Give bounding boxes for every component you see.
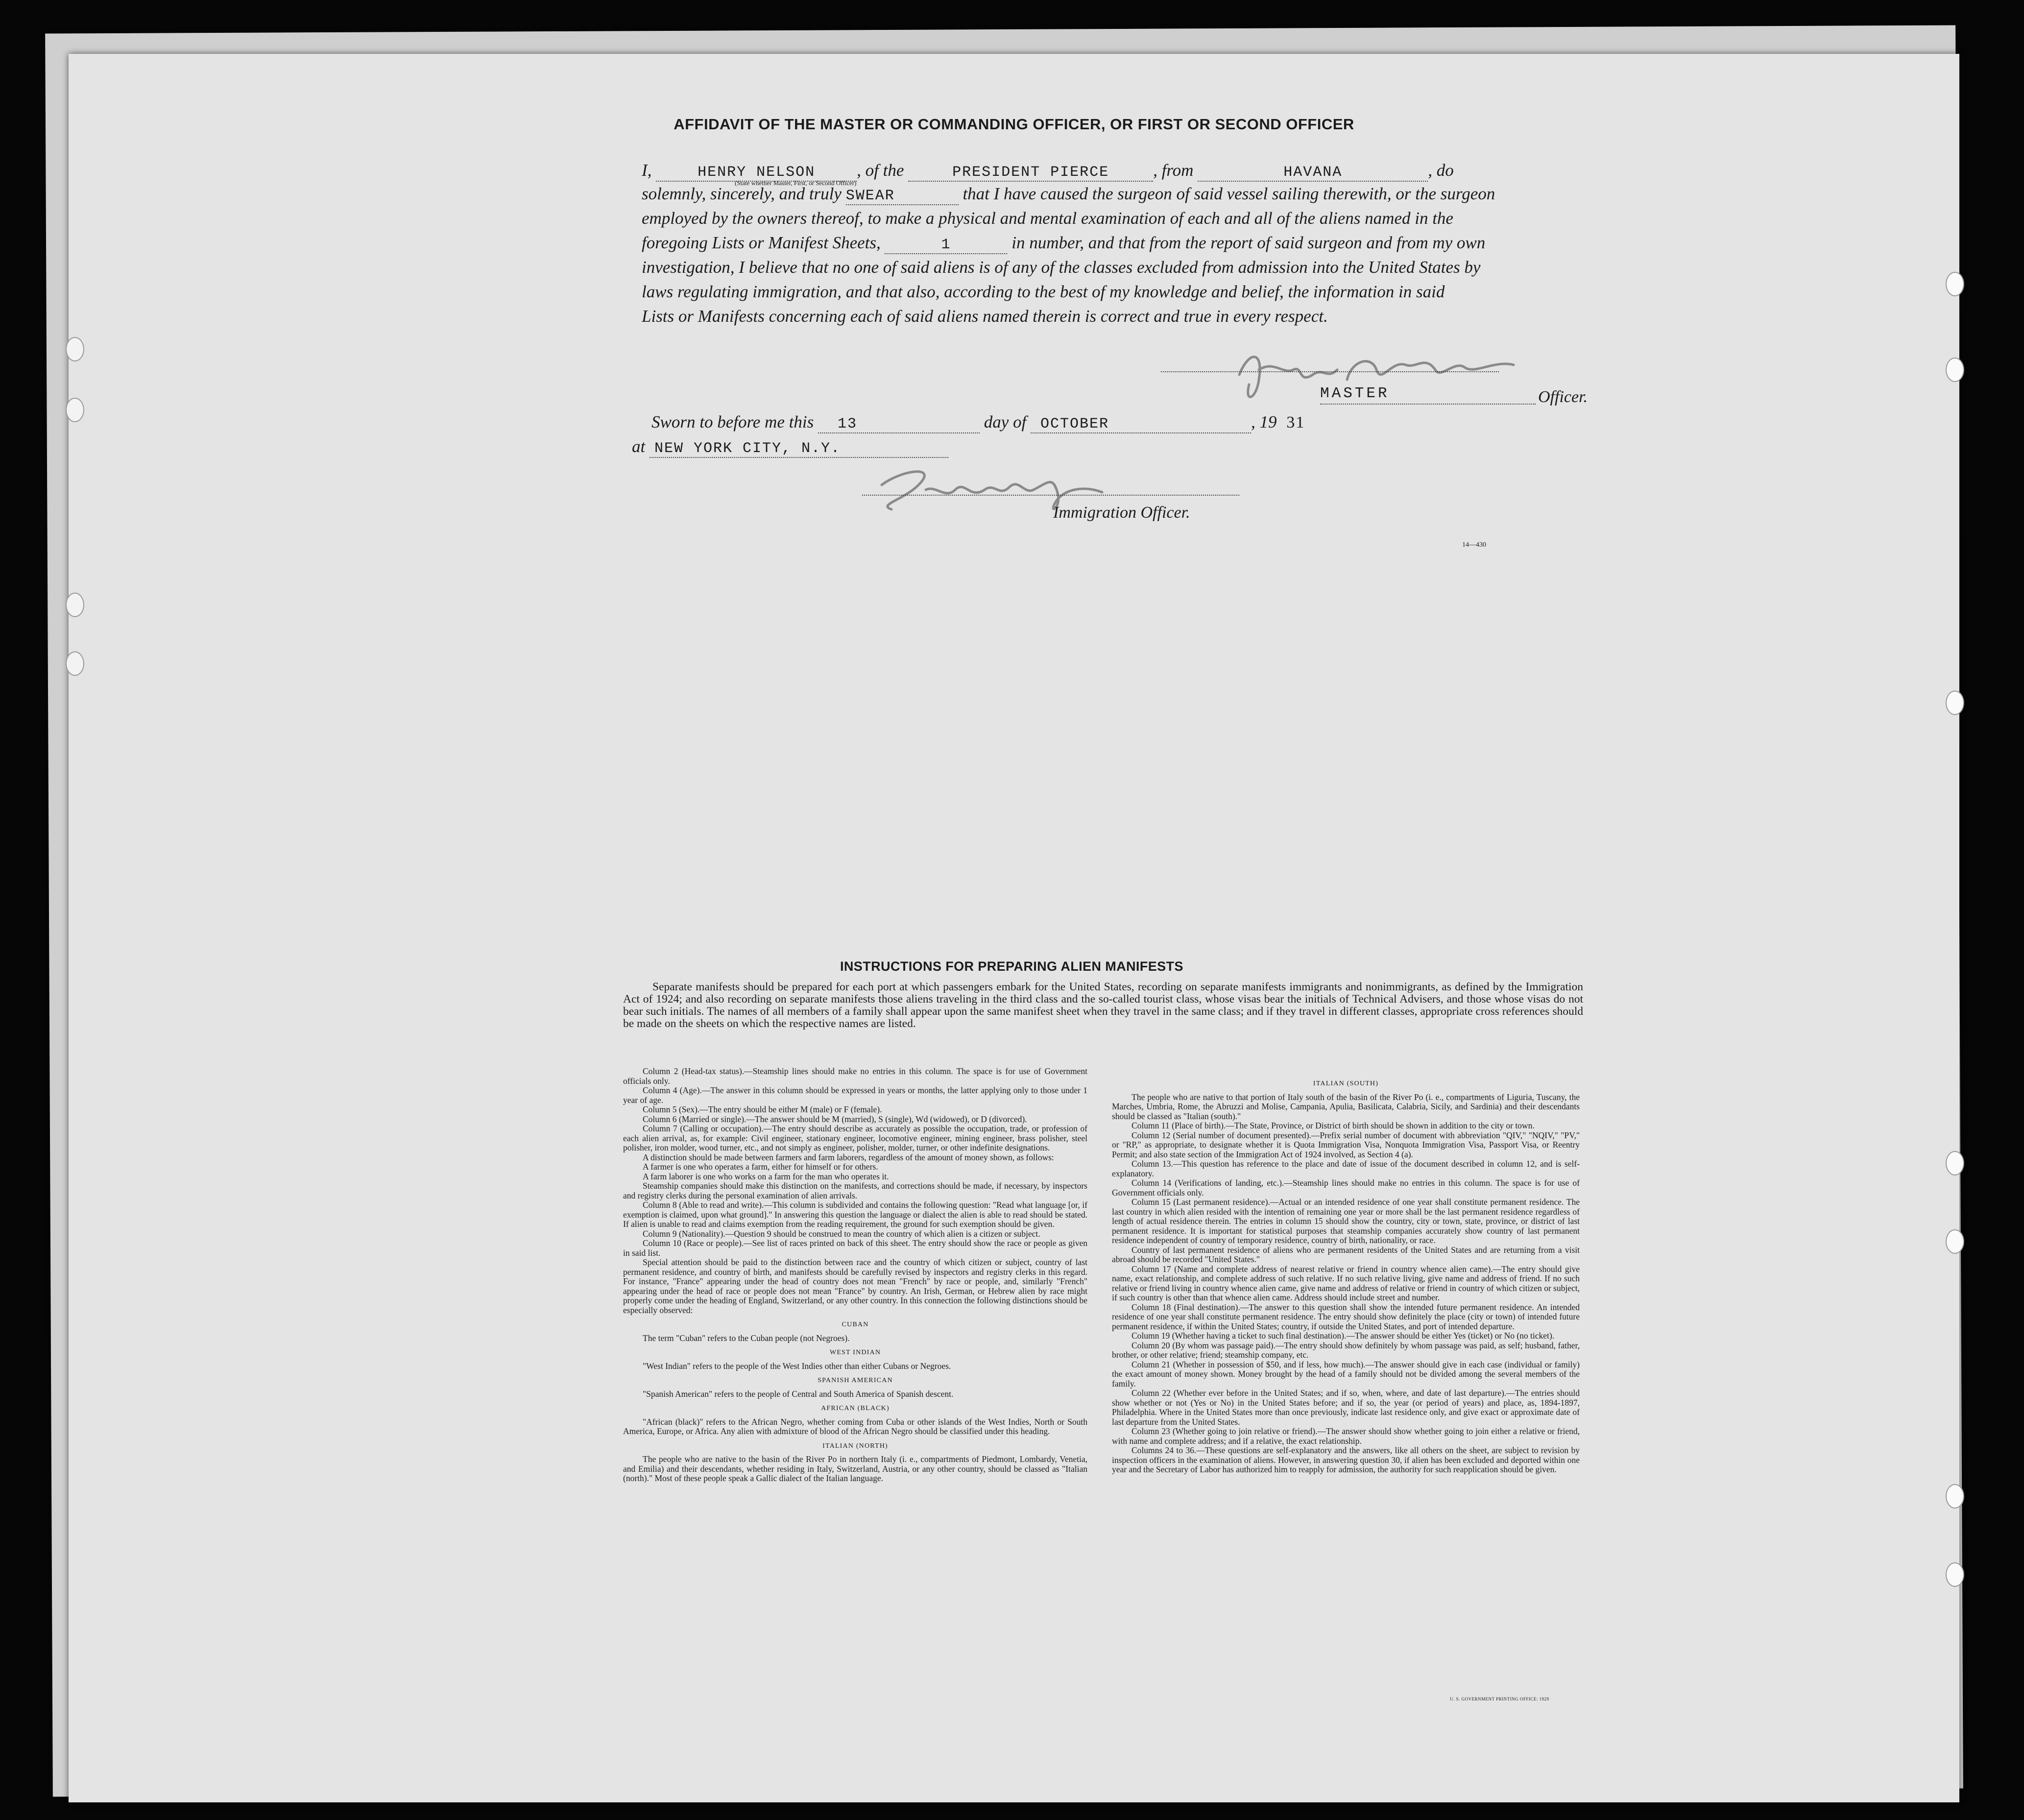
binder-hole <box>1946 1562 1964 1587</box>
binder-hole <box>1946 272 1964 296</box>
immigration-signature-line <box>862 495 1239 496</box>
printing-office-imprint: U. S. GOVERNMENT PRINTING OFFICE: 1929 <box>1450 1697 1549 1701</box>
instruction-paragraph: "Spanish American" refers to the people of Central and South America of Spanish descent. <box>643 1389 954 1399</box>
affidavit-line-6: laws regulating immigration, and that also, according to the best of my knowledge and belief, the information in said <box>642 282 1445 301</box>
instruction-paragraph: "West Indian" refers to the people of the West Indies other than either Cubans or Negroes. <box>643 1361 951 1371</box>
instruction-paragraph: Column 10 (Race or people).—See list of races printed on back of this sheet. The entry should show the race or people as given in said list. <box>623 1238 1087 1258</box>
master-signature-line <box>1161 371 1499 372</box>
instruction-paragraph: Columns 24 to 36.—These questions are self-explanatory and the answers, like all others on the sheet, are subject to revision by inspection officers in the examination of aliens. However, in answering question 30, if alien has been excluded and deported within one year and the Secretary of Labor has authorized him to reapply for admission, the authority for such reapplication should be given. <box>1112 1445 1580 1474</box>
binder-hole <box>1946 1229 1964 1254</box>
section-heading: SPANISH AMERICAN <box>818 1377 893 1384</box>
instruction-paragraph: A distinction should be made between farmers and farm laborers, regardless of the amount of money shown, as follows: <box>643 1152 1054 1162</box>
place-line: at NEW YORK CITY, N.Y. <box>632 437 1073 458</box>
oath-field: SWEAR <box>846 188 959 205</box>
instruction-paragraph: Column 7 (Calling or occupation).—The entry should describe as accurately as possible the occupation, trade, or profession of each alien arrival, as, for example: Civil engineer, stationary engineer, locomotive engineer, mining engineer, brass polisher, steel polisher, iron molder, wood turner, etc., and not simply as engineer, polisher, molder, turner, or other indefinite designations. <box>623 1124 1087 1152</box>
instruction-paragraph: Column 9 (Nationality).—Question 9 should be construed to mean the country of which alien is a citizen or subject. <box>643 1228 1040 1239</box>
rank-line <box>1320 404 1536 405</box>
instruction-paragraph: Column 13.—This question has reference to the place and date of issue of the document described in column 12, and is self-explanatory. <box>1112 1159 1580 1178</box>
instruction-paragraph: Steamship companies should make this distinction on the manifests, and corrections should be made, if necessary, by inspectors and registry clerks during the personal examination of alien arrivals. <box>623 1181 1087 1200</box>
officer-note: (State whether Master, First, or Second Officer) <box>735 179 857 187</box>
instruction-paragraph: Column 15 (Last permanent residence).—Actual or an intended residence of one year shall constitute permanent residence. The last country in which alien resided with the intention of remaining one year or more shall be the last permanent residence regardless of length of actual residence therein. The entries in column 15 should show the country, city or town, state, province, or district of last permanent residence. It is important for statistical purposes that steamship companies accurately show country of last permanent residence independent of country of temporary residence, country of birth, nationality, or race. <box>1112 1197 1580 1245</box>
instruction-paragraph: Column 12 (Serial number of document presented).—Prefix serial number of document with abbreviation "QIV," "NQIV," "PV," or "RP," as appropriate, to designate whether it is Quota Immigration Visa, Nonquota Immigration Visa, Passport Visa, or Reentry Permit; and also state section of the Immigration Act of 1924 involved, as Section 4 (a). <box>1112 1130 1580 1159</box>
binder-hole <box>66 398 84 422</box>
officer-label: Officer. <box>1538 388 1588 406</box>
instruction-paragraph: Column 14 (Verifications of landing, etc.).—Steamship lines should make no entries in this column. The space is for use of Government officials only. <box>1112 1178 1580 1197</box>
affidavit-line-1: I, HENRY NELSON , of the PRESIDENT PIERCE , from HAVANA , do <box>642 161 1454 181</box>
binder-hole <box>1946 358 1964 382</box>
binder-hole <box>1946 691 1964 715</box>
place-field: NEW YORK CITY, N.Y. <box>650 440 948 458</box>
instruction-paragraph: Column 4 (Age).—The answer in this column should be expressed in years or months, the latter applying only to those under 1 year of age. <box>623 1085 1087 1105</box>
binder-hole <box>1946 1484 1964 1509</box>
instruction-paragraph: The people who are native to the basin of the River Po in northern Italy (i. e., compartments of Piedmont, Lombardy, Venetia, and Emilia) and their descendants, whether residing in Italy, Switzerland, Austria, or any other country, should be classed as "Italian (north)." Most of these people speak a Gallic dialect of the Italian language. <box>623 1454 1087 1483</box>
instruction-paragraph: The term "Cuban" refers to the Cuban people (not Negroes). <box>643 1333 850 1343</box>
section-heading: ITALIAN (NORTH) <box>822 1442 888 1450</box>
instruction-paragraph: Column 19 (Whether having a ticket to such final destination).—The answer should be either Yes (ticket) or No (no ticket). <box>1132 1331 1555 1341</box>
binder-hole <box>66 651 84 676</box>
affidavit-line-7: Lists or Manifests concerning each of said aliens named therein is correct and true in every respect. <box>642 307 1328 326</box>
affidavit-line-5: investigation, I believe that no one of said aliens is of any of the classes excluded from admission into the United States by <box>642 258 1481 277</box>
manifest-page <box>69 54 1959 1802</box>
immigration-officer-label: Immigration Officer. <box>1053 503 1190 522</box>
affidavit-line-3: employed by the owners thereof, to make a physical and mental examination of each and all of the aliens named in the <box>642 209 1453 228</box>
instruction-paragraph: Special attention should be paid to the distinction between race and the country of which citizen or subject, country of last permanent residence, and country of birth, and manifests should be carefully revised by inspectors and registry clerks in this regard. For instance, "France" appearing under the head of country does not mean "French" by race or people, and, similarly "French" appearing under the head of race or people does not mean "France" by country. An Irish, German, or Hebrew alien by race might properly come under the heading of England, Switzerland, or any other country. In this connection the following distinctions should be especially observed: <box>623 1257 1087 1315</box>
instructions-right-column <box>1112 1074 1580 1475</box>
instructions-title: INSTRUCTIONS FOR PREPARING ALIEN MANIFESTS <box>840 959 1183 974</box>
binder-hole <box>1946 1151 1964 1175</box>
binder-hole <box>66 593 84 617</box>
instruction-paragraph: Column 23 (Whether going to join relative or friend).—The answer should show whether going to join either a relative or friend, with name and complete address; and if a relative, the exact relationship. <box>1112 1426 1580 1446</box>
instruction-paragraph: A farm laborer is one who works on a farm for the man who operates it. <box>643 1171 889 1181</box>
section-heading: CUBAN <box>842 1321 869 1328</box>
sheet-count-field: 1 <box>885 237 1007 254</box>
affidavit-line-2: solemnly, sincerely, and truly SWEAR that I have caused the surgeon of said vessel sailing therewith, or the surgeon <box>642 184 1495 204</box>
instruction-paragraph: The people who are native to that portion of Italy south of the basin of the River Po (i. e., compartments of Liguria, Tuscany, the Marches, Umbria, Rome, the Abruzzi and Molise, Campania, Apulia, Basilicata, Calabria, Sicily, and Sardinia) and their descendants should be classed as "Italian (south)." <box>1112 1092 1580 1121</box>
affidavit-line-4: foregoing Lists or Manifest Sheets, 1 in number, and that from the report of said surgeon and from my own <box>642 233 1486 253</box>
instructions-left-column <box>623 1067 1087 1484</box>
instruction-paragraph: A farmer is one who operates a farm, either for himself or for others. <box>643 1162 878 1172</box>
port-field: HAVANA <box>1198 164 1428 182</box>
month-field: OCTOBER <box>1031 416 1251 433</box>
instruction-paragraph: Column 21 (Whether in possession of $50, and if less, how much).—The answer should give in each case (individual or family) the exact amount of money shown. Money brought by the head of a family should not be divided among the several members of the family. <box>1112 1359 1580 1389</box>
officer-name-field: HENRY NELSON <box>656 164 857 182</box>
instruction-paragraph: Column 20 (By whom was passage paid).—The entry should show definitely by whom passage was paid, as self; husband, father, brother, or other relative; friend; steamship company, etc. <box>1112 1340 1580 1360</box>
affidavit-title: AFFIDAVIT OF THE MASTER OR COMMANDING OFFICER, OR FIRST OR SECOND OFFICER <box>674 116 1354 133</box>
year-field: 31 <box>1286 413 1305 431</box>
instruction-paragraph: Column 17 (Name and complete address of nearest relative or friend in country whence alien came).—The entry should give name, exact relationship, and complete address of such relative. If no such relative living, give name and address of friend. If no such relative or friend living in country whence alien came, give name and address of relative or friend in country of which citizen or subject, if such country is other than that whence alien came. Address should include street and number. <box>1112 1264 1580 1302</box>
sworn-line: Sworn to before me this 13 day of OCTOBER , 19 31 <box>651 412 1386 433</box>
instruction-paragraph: Column 2 (Head-tax status).—Steamship lines should make no entries in this column. The space is for use of Government officials only. <box>623 1066 1087 1086</box>
instruction-paragraph: Column 5 (Sex).—The entry should be either M (male) or F (female). <box>643 1104 882 1114</box>
day-field: 13 <box>818 416 980 433</box>
section-heading: AFRICAN (BLACK) <box>821 1405 890 1412</box>
binder-hole <box>66 337 84 361</box>
form-number: 14—430 <box>1462 541 1486 549</box>
instruction-paragraph: "African (black)" refers to the African Negro, whether coming from Cuba or other islands of the West Indies, North or South America, Europe, or Africa. Any alien with admixture of blood of the African Negro should be classified under this heading. <box>623 1416 1087 1436</box>
instruction-paragraph: Column 18 (Final destination).—The answer to this question shall show the intended future permanent residence. An intended residence of one year shall constitute permanent residence. The entry should show definitely the place (city or town) of intended future permanent residence, if within the United States; country, if outside the United States, and port of intended departure. <box>1112 1302 1580 1331</box>
instruction-paragraph: Column 6 (Married or single).—The answer should be M (married), S (single), Wd (widowed), or D (divorced). <box>643 1114 1027 1124</box>
officer-rank-field: MASTER <box>1320 385 1390 402</box>
vessel-field: PRESIDENT PIERCE <box>908 164 1153 182</box>
section-heading: ITALIAN (SOUTH) <box>1313 1080 1379 1087</box>
instruction-paragraph: Column 22 (Whether ever before in the United States; and if so, when, where, and date of last departure).—The entries should show whether or not (Yes or No) in the United States before; and if so, the year (or period of years) and place, as, 1894-1897, Philadelphia. Where in the United States more than once previously, indicate last residence only, and give exact or approximate date of last departure from the United States. <box>1112 1388 1580 1427</box>
section-heading: WEST INDIAN <box>829 1349 881 1356</box>
master-signature <box>1229 340 1533 414</box>
instruction-paragraph: Country of last permanent residence of aliens who are permanent residents of the United States and are returning from a visit abroad should be recorded "United States." <box>1112 1245 1580 1264</box>
instruction-paragraph: Column 11 (Place of birth).—The State, Province, or District of birth should be shown in addition to the city or town. <box>1132 1121 1535 1130</box>
instructions-intro: Separate manifests should be prepared for each port at which passengers embark for the United States, recording on separate manifests immigrants and nonimmigrants, as defined by the Immigration Act of 1924; and also recording on separate manifests those aliens traveling in the third class and the so-called tourist class, whose visas bear the initials of Technical Advisers, and those whose visas do not bear such initials. The names of all members of a family shall appear upon the same manifest sheet when they travel in the same class; and if they travel in different classes, appropriate cross references should be made on the sheets on which the respective names are listed. <box>623 981 1583 1030</box>
instruction-paragraph: Column 8 (Able to read and write).—This column is subdivided and contains the following question: "Read what language [or, if exemption is claimed, upon what ground]." In answering this question the language or dialect the alien is able to read should be stated. If alien is unable to read and claims exemption from the reading requirement, the ground for such exemption should be given. <box>623 1200 1087 1229</box>
